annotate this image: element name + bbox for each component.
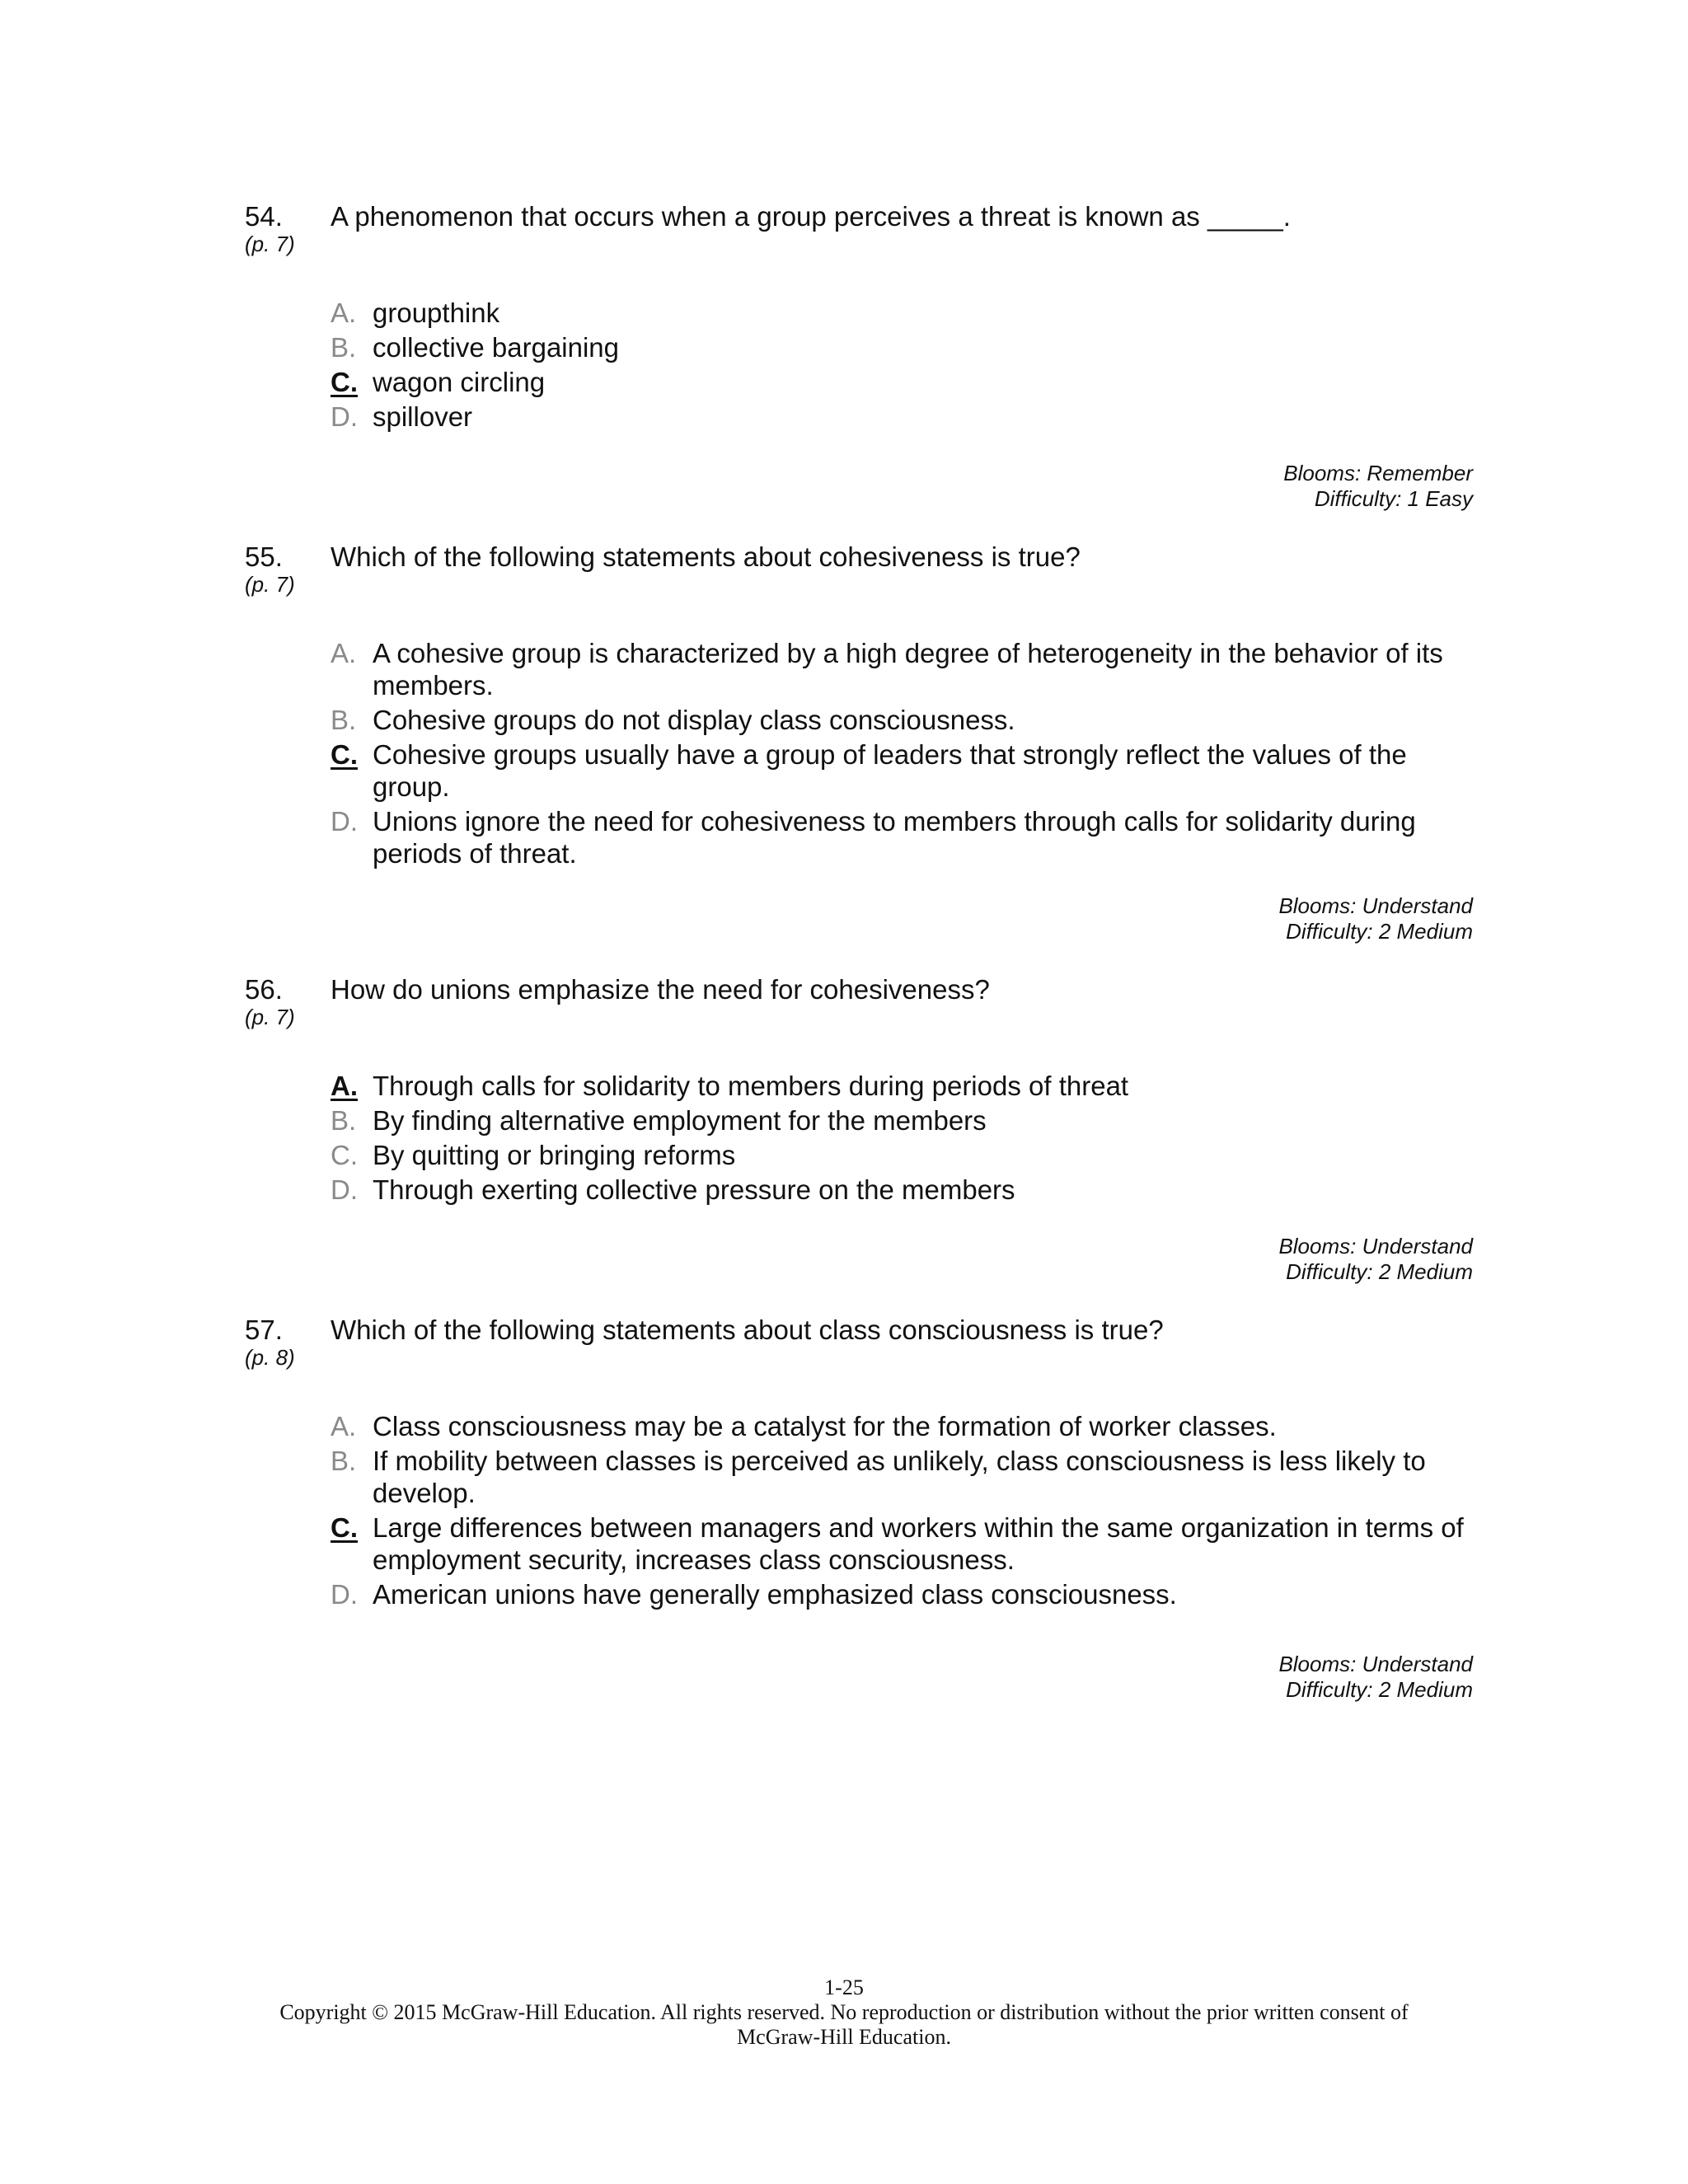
answer-option-c [331, 738, 1476, 803]
option-letter-correct: C. [331, 1512, 358, 1543]
page-footer [0, 1975, 1688, 2050]
blooms-level: Blooms: Remember [1283, 461, 1473, 485]
option-letter: D. [331, 401, 358, 432]
answer-option-a [331, 297, 1476, 329]
answer-option-a [331, 637, 1476, 701]
option-text: Unions ignore the need for cohesiveness to members through calls for solidarity during periods of threat. [373, 806, 1416, 869]
option-text: Class consciousness may be a catalyst for the formation of worker classes. [373, 1411, 1277, 1441]
answer-option-d [331, 1174, 1476, 1206]
question-number: 57. [245, 1315, 283, 1345]
option-letter: B. [331, 332, 357, 363]
option-letter: A. [331, 638, 357, 668]
option-text: wagon circling [373, 367, 546, 397]
question-page-ref: (p. 7) [245, 572, 295, 597]
option-text: By finding alternative employment for the members [373, 1105, 987, 1136]
question-metadata [1278, 1234, 1473, 1285]
blooms-level: Blooms: Understand [1278, 893, 1473, 918]
option-text: groupthink [373, 298, 500, 328]
question-page-ref: (p. 8) [245, 1345, 295, 1370]
page-number: 1-25 [824, 1975, 864, 1999]
question-metadata [1283, 461, 1473, 512]
answer-option-b [331, 1445, 1476, 1509]
option-letter: D. [331, 1579, 358, 1610]
option-text: American unions have generally emphasized class consciousness. [373, 1579, 1177, 1610]
option-letter: D. [331, 806, 358, 837]
answer-option-d [331, 401, 1476, 433]
difficulty-level: Difficulty: 2 Medium [1286, 1677, 1473, 1702]
option-letter-correct: A. [331, 1071, 358, 1101]
question-number: 56. [245, 974, 283, 1005]
option-letter: A. [331, 1411, 357, 1441]
answer-option-b [331, 704, 1476, 736]
option-text: If mobility between classes is perceived as unlikely, class consciousness is less likely to develop. [373, 1446, 1426, 1508]
option-letter: A. [331, 298, 357, 328]
difficulty-level: Difficulty: 2 Medium [1286, 919, 1473, 944]
question-metadata [1278, 893, 1473, 944]
question-text: Which of the following statements about cohesiveness is true? [331, 541, 1081, 572]
blooms-level: Blooms: Understand [1278, 1652, 1473, 1676]
option-text: collective bargaining [373, 332, 620, 363]
option-text: Large differences between managers and workers within the same organization in terms of employment security, increases class consciousness. [373, 1512, 1464, 1575]
answer-options [331, 1070, 1476, 1208]
question-page-ref: (p. 7) [245, 232, 295, 256]
answer-option-c [331, 366, 1476, 398]
answer-option-c [331, 1511, 1476, 1576]
answer-options [331, 637, 1476, 872]
option-letter: B. [331, 705, 357, 735]
option-letter: B. [331, 1105, 357, 1136]
answer-option-b [331, 1104, 1476, 1137]
question-number: 55. [245, 541, 283, 572]
answer-option-a [331, 1070, 1476, 1102]
blooms-level: Blooms: Understand [1278, 1234, 1473, 1258]
option-letter-correct: C. [331, 367, 358, 397]
question-text: Which of the following statements about class consciousness is true? [331, 1315, 1164, 1345]
answer-options [331, 297, 1476, 435]
answer-option-b [331, 331, 1476, 363]
answer-options [331, 1410, 1476, 1613]
copyright-notice-continued: McGraw-Hill Education. [737, 2025, 951, 2049]
question-text: How do unions emphasize the need for cohesiveness? [331, 974, 990, 1005]
option-text: Through exerting collective pressure on the members [373, 1174, 1015, 1205]
option-letter-correct: C. [331, 739, 358, 770]
question-metadata [1278, 1652, 1473, 1703]
option-text: A cohesive group is characterized by a high degree of heterogeneity in the behavior of its members. [373, 638, 1443, 701]
answer-option-d [331, 1578, 1476, 1610]
question-page-ref: (p. 7) [245, 1005, 295, 1029]
copyright-notice: Copyright © 2015 McGraw-Hill Education. All rights reserved. No reproduction or distribution without the prior written consent of [279, 2000, 1409, 2024]
option-text: Cohesive groups do not display class consciousness. [373, 705, 1015, 735]
question-number: 54. [245, 201, 283, 232]
answer-option-a [331, 1410, 1476, 1442]
answer-option-c [331, 1139, 1476, 1171]
difficulty-level: Difficulty: 1 Easy [1314, 486, 1473, 511]
option-letter: C. [331, 1140, 358, 1170]
option-letter: B. [331, 1446, 357, 1476]
option-text: Cohesive groups usually have a group of leaders that strongly reflect the values of the group. [373, 739, 1407, 802]
option-text: spillover [373, 401, 473, 432]
answer-option-d [331, 805, 1476, 869]
difficulty-level: Difficulty: 2 Medium [1286, 1259, 1473, 1284]
option-text: Through calls for solidarity to members during periods of threat [373, 1071, 1129, 1101]
question-text: A phenomenon that occurs when a group perceives a threat is known as _____. [331, 201, 1291, 232]
option-text: By quitting or bringing reforms [373, 1140, 736, 1170]
option-letter: D. [331, 1174, 358, 1205]
